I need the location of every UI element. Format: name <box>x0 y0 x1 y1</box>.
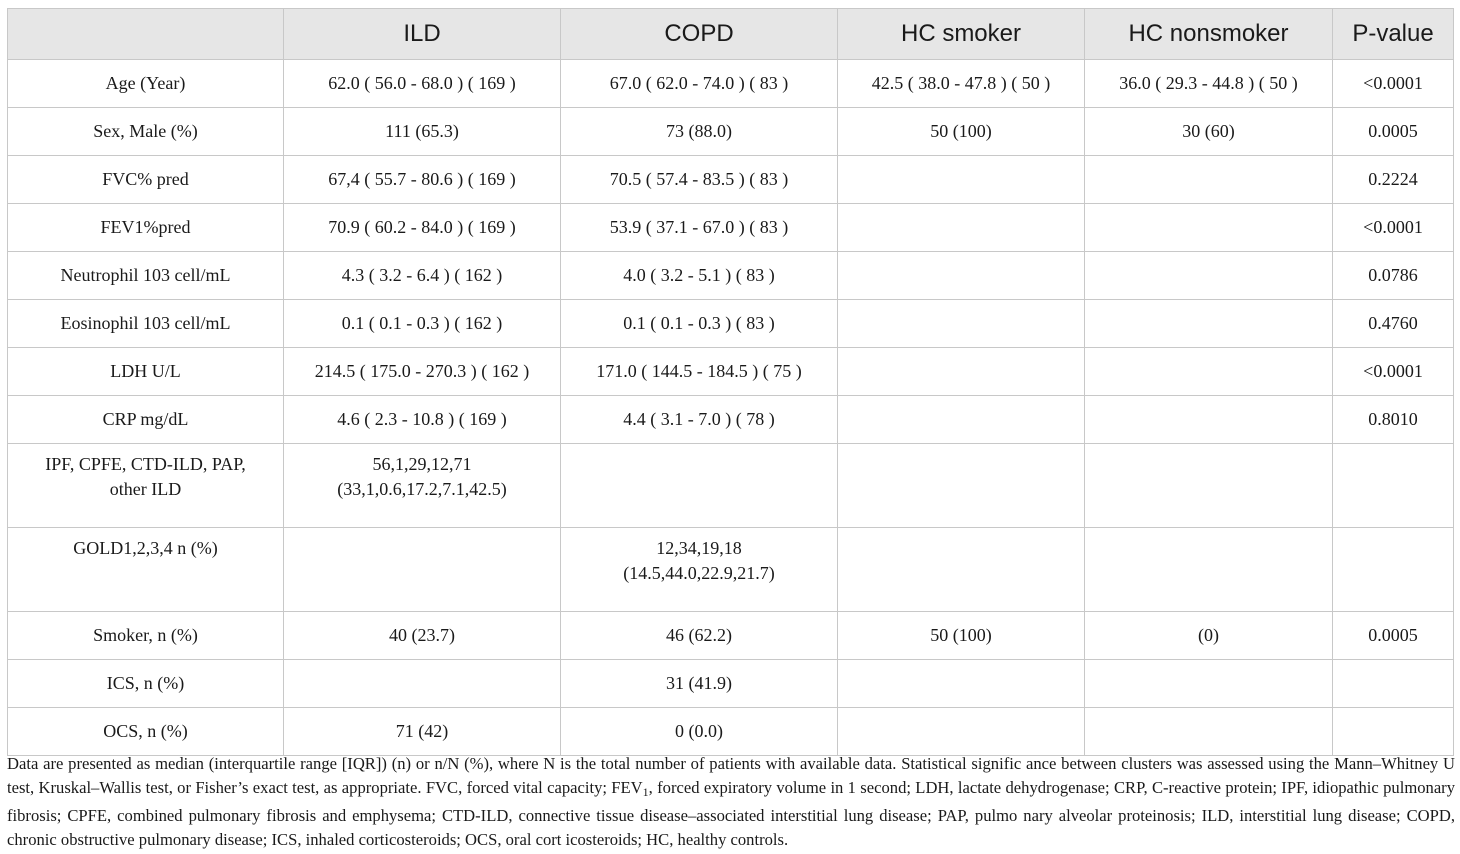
header-hc-smoker: HC smoker <box>838 9 1085 60</box>
row-label: Age (Year) <box>8 60 284 108</box>
cell-p-value: 0.0786 <box>1333 252 1454 300</box>
cell-p-value <box>1333 528 1454 612</box>
cell-ild <box>284 660 561 708</box>
cell-hc-smoker <box>838 300 1085 348</box>
cell-p-value <box>1333 708 1454 756</box>
cell-hc-nonsmoker: 36.0 ( 29.3 - 44.8 ) ( 50 ) <box>1085 60 1333 108</box>
row-label: FEV1%pred <box>8 204 284 252</box>
row-label: FVC% pred <box>8 156 284 204</box>
cell-ild: 40 (23.7) <box>284 612 561 660</box>
cell-ild <box>284 528 561 612</box>
cell-copd: 67.0 ( 62.0 - 74.0 ) ( 83 ) <box>561 60 838 108</box>
table-row <box>8 60 1454 108</box>
cell-copd: 0 (0.0) <box>561 708 838 756</box>
cell-p-value: 0.0005 <box>1333 108 1454 156</box>
table-row <box>8 300 1454 348</box>
cell-copd-line: 12,34,19,18 <box>656 538 742 558</box>
cell-p-value: <0.0001 <box>1333 60 1454 108</box>
cell-hc-nonsmoker <box>1085 444 1333 528</box>
cell-ild: 0.1 ( 0.1 - 0.3 ) ( 162 ) <box>284 300 561 348</box>
table-row <box>8 252 1454 300</box>
cell-ild-line: 56,1,29,12,71 <box>372 454 472 474</box>
cell-ild: 62.0 ( 56.0 - 68.0 ) ( 169 ) <box>284 60 561 108</box>
row-label-line: IPF, CPFE, CTD-ILD, PAP, <box>45 454 246 474</box>
header-p-value: P-value <box>1333 9 1454 60</box>
cell-ild: 67,4 ( 55.7 - 80.6 ) ( 169 ) <box>284 156 561 204</box>
cell-p-value: <0.0001 <box>1333 204 1454 252</box>
cell-copd: 53.9 ( 37.1 - 67.0 ) ( 83 ) <box>561 204 838 252</box>
table-row <box>8 156 1454 204</box>
table-row-ild-types <box>8 444 1454 528</box>
cell-ild: 4.3 ( 3.2 - 6.4 ) ( 162 ) <box>284 252 561 300</box>
cell-p-value <box>1333 444 1454 528</box>
data-table-container <box>7 8 1453 756</box>
cell-copd: 70.5 ( 57.4 - 83.5 ) ( 83 ) <box>561 156 838 204</box>
cell-copd: 0.1 ( 0.1 - 0.3 ) ( 83 ) <box>561 300 838 348</box>
cell-hc-smoker: 42.5 ( 38.0 - 47.8 ) ( 50 ) <box>838 60 1085 108</box>
cell-hc-nonsmoker <box>1085 660 1333 708</box>
cell-hc-smoker <box>838 204 1085 252</box>
table-footnote <box>7 752 1455 852</box>
cell-hc-smoker <box>838 156 1085 204</box>
cell-ild: 70.9 ( 60.2 - 84.0 ) ( 169 ) <box>284 204 561 252</box>
header-copd: COPD <box>561 9 838 60</box>
table-row <box>8 660 1454 708</box>
header-blank <box>8 9 284 60</box>
cell-copd: 46 (62.2) <box>561 612 838 660</box>
cell-p-value: 0.4760 <box>1333 300 1454 348</box>
row-label: LDH U/L <box>8 348 284 396</box>
row-label: Sex, Male (%) <box>8 108 284 156</box>
table-row <box>8 348 1454 396</box>
cell-hc-smoker <box>838 252 1085 300</box>
cell-copd: 4.0 ( 3.2 - 5.1 ) ( 83 ) <box>561 252 838 300</box>
header-ild: ILD <box>284 9 561 60</box>
cell-p-value: 0.2224 <box>1333 156 1454 204</box>
row-label: GOLD1,2,3,4 n (%) <box>8 528 284 612</box>
table-row <box>8 204 1454 252</box>
cell-p-value: <0.0001 <box>1333 348 1454 396</box>
cell-copd <box>561 444 838 528</box>
cell-copd: 73 (88.0) <box>561 108 838 156</box>
cell-p-value <box>1333 660 1454 708</box>
cell-ild-line: (33,1,0.6,17.2,7.1,42.5) <box>337 479 507 499</box>
row-label: OCS, n (%) <box>8 708 284 756</box>
cell-copd: 31 (41.9) <box>561 660 838 708</box>
row-label-line: other ILD <box>109 479 182 499</box>
footnote-text: Data are presented as median (interquartile range [IQR]) (n) or n/N (%), where N is the total number of patients with available data. Statistical signific ance between clusters was assessed using the Mann–Whitney U test, Kruskal–Wallis test, or Fisher’s exact test, as appropriate. FVC, forced vital capacity; FEV <box>7 754 1455 797</box>
cell-hc-smoker: 50 (100) <box>838 612 1085 660</box>
cell-copd: 171.0 ( 144.5 - 184.5 ) ( 75 ) <box>561 348 838 396</box>
cell-hc-nonsmoker <box>1085 300 1333 348</box>
cell-hc-smoker <box>838 444 1085 528</box>
table-row-gold <box>8 528 1454 612</box>
cell-copd: 4.4 ( 3.1 - 7.0 ) ( 78 ) <box>561 396 838 444</box>
row-label: ICS, n (%) <box>8 660 284 708</box>
cell-ild: 4.6 ( 2.3 - 10.8 ) ( 169 ) <box>284 396 561 444</box>
cell-hc-smoker <box>838 708 1085 756</box>
cell-copd-line: (14.5,44.0,22.9,21.7) <box>623 563 775 583</box>
table-row <box>8 612 1454 660</box>
table-row <box>8 708 1454 756</box>
cell-hc-nonsmoker <box>1085 204 1333 252</box>
cell-hc-nonsmoker: (0) <box>1085 612 1333 660</box>
cell-ild <box>284 444 561 528</box>
cell-hc-smoker <box>838 528 1085 612</box>
cell-ild: 71 (42) <box>284 708 561 756</box>
header-hc-nonsmoker: HC nonsmoker <box>1085 9 1333 60</box>
cell-hc-nonsmoker <box>1085 528 1333 612</box>
header-row <box>8 9 1454 60</box>
cell-hc-nonsmoker <box>1085 252 1333 300</box>
cell-hc-smoker <box>838 396 1085 444</box>
cell-hc-nonsmoker <box>1085 348 1333 396</box>
footnote-text-continued: , forced expiratory volume in 1 second; LDH, lactate dehydrogenase; CRP, C-reactive protein; IPF, idiopathic pulmonary fibrosis; CPFE, combined pulmonary fibrosis and emphysema; CTD-ILD, connective tissue disease–associated interstitial lung disease; PAP, pulmo nary alveolar proteinosis; ILD, interstitial lung disease; COPD, chronic obstructive pulmonary disease; ICS, inhaled corticosteroids; OCS, oral cort icosteroids; HC, healthy controls. <box>7 778 1456 849</box>
cell-hc-smoker: 50 (100) <box>838 108 1085 156</box>
table-row <box>8 396 1454 444</box>
row-label: Smoker, n (%) <box>8 612 284 660</box>
row-label: Eosinophil 103 cell/mL <box>8 300 284 348</box>
cell-hc-nonsmoker: 30 (60) <box>1085 108 1333 156</box>
cell-hc-nonsmoker <box>1085 396 1333 444</box>
row-label: Neutrophil 103 cell/mL <box>8 252 284 300</box>
cell-ild: 214.5 ( 175.0 - 270.3 ) ( 162 ) <box>284 348 561 396</box>
cell-copd <box>561 528 838 612</box>
cell-ild: 111 (65.3) <box>284 108 561 156</box>
cell-p-value: 0.0005 <box>1333 612 1454 660</box>
row-label: CRP mg/dL <box>8 396 284 444</box>
cell-p-value: 0.8010 <box>1333 396 1454 444</box>
table-row <box>8 108 1454 156</box>
cell-hc-nonsmoker <box>1085 708 1333 756</box>
footnote-subscript: 1 <box>642 785 649 799</box>
clinical-characteristics-table <box>7 8 1454 756</box>
row-label <box>8 444 284 528</box>
cell-hc-smoker <box>838 660 1085 708</box>
cell-hc-nonsmoker <box>1085 156 1333 204</box>
cell-hc-smoker <box>838 348 1085 396</box>
